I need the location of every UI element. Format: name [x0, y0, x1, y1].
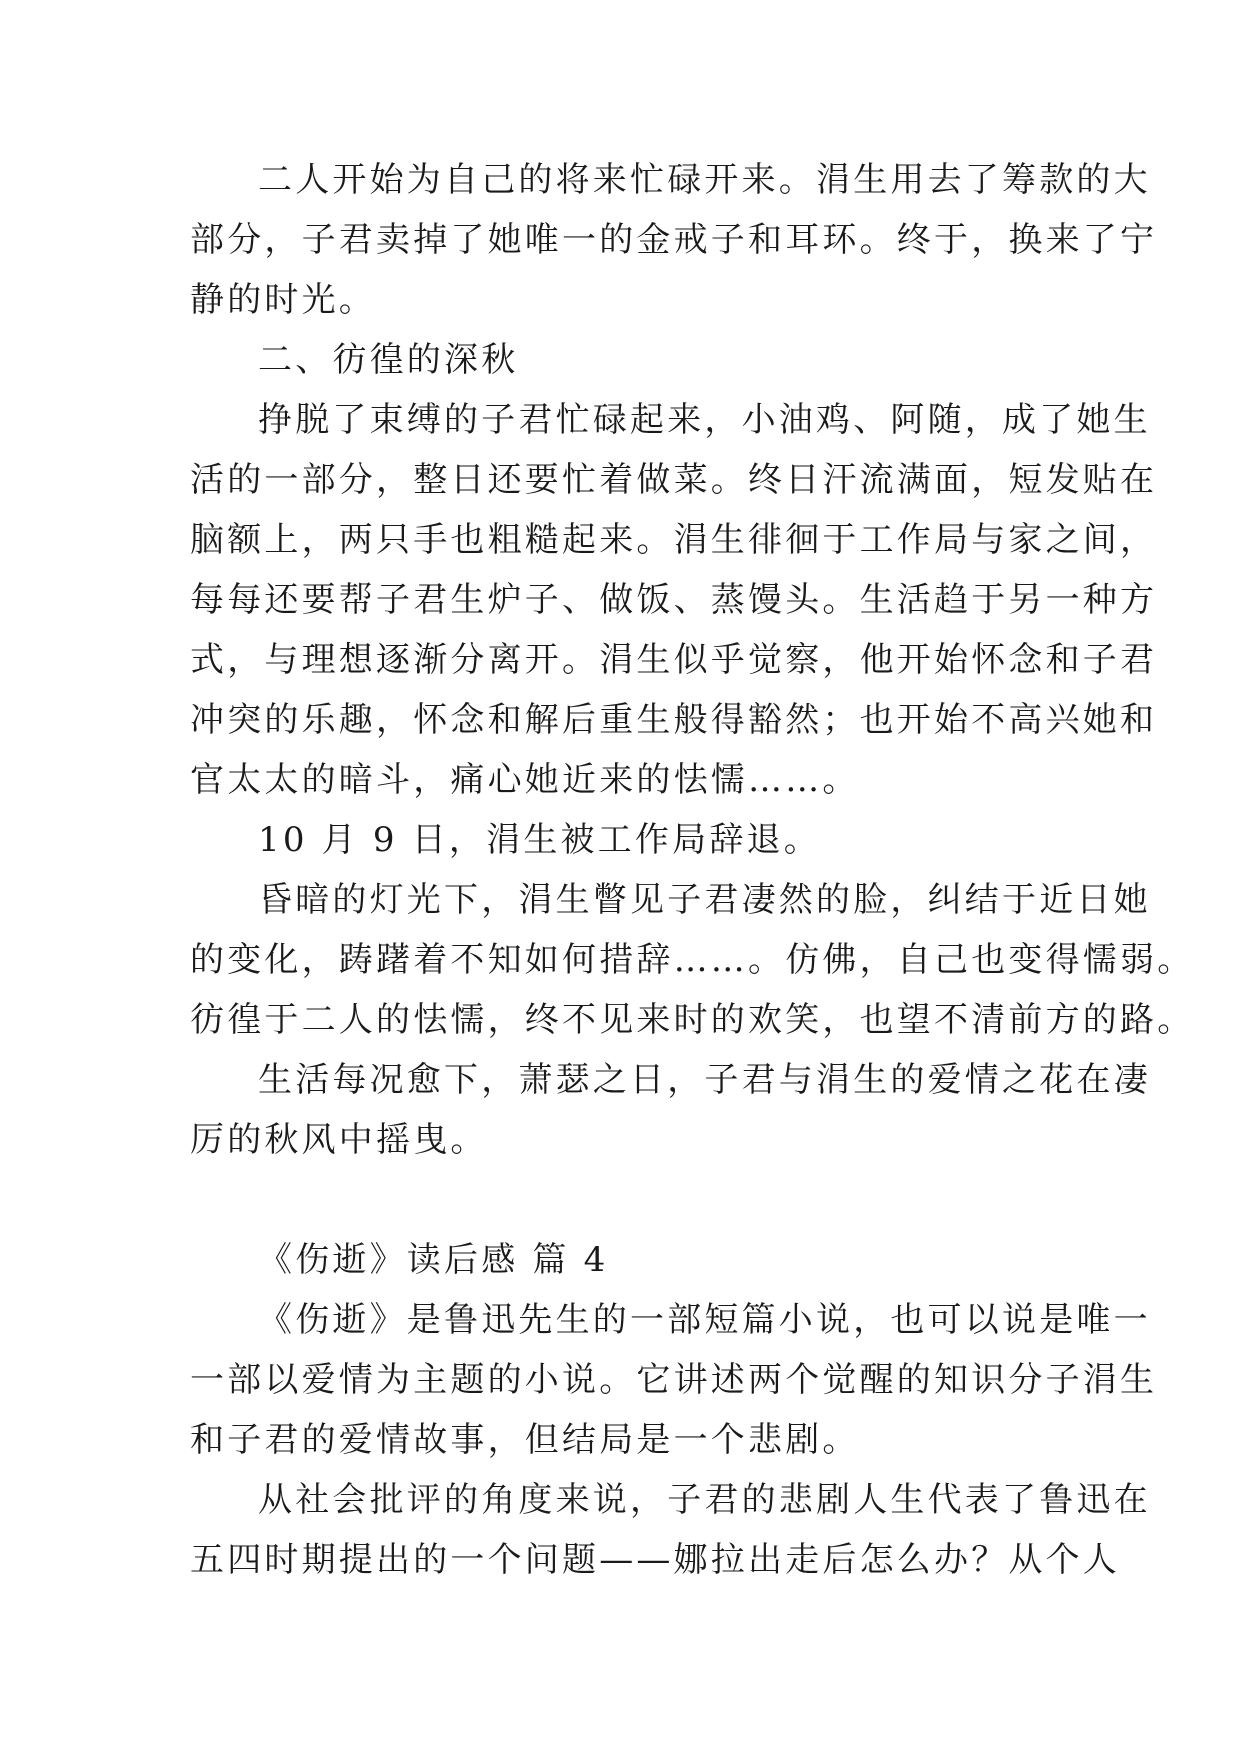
paragraph-line: 10 月 9 日，涓生被工作局辞退。 — [258, 820, 821, 860]
paragraph-line: 二人开始为自己的将来忙碌开来。涓生用去了筹款的大 — [258, 160, 1151, 200]
paragraph-line: 挣脱了束缚的子君忙碌起来，小油鸡、阿随，成了她生 — [258, 400, 1151, 440]
paragraph-line: 昏暗的灯光下，涓生瞥见子君凄然的脸，纠结于近日她 — [258, 880, 1151, 920]
paragraph-line: 厉的秋风中摇曳。 — [190, 1120, 488, 1160]
article-title: 《伤逝》读后感 篇 4 — [258, 1240, 609, 1280]
paragraph-line: 式，与理想逐渐分离开。涓生似乎觉察，他开始怀念和子君 — [190, 640, 1158, 680]
paragraph-line: 和子君的爱情故事，但结局是一个悲剧。 — [190, 1420, 860, 1460]
paragraph-line: 每每还要帮子君生炉子、做饭、蒸馒头。生活趋于另一种方 — [190, 580, 1158, 620]
paragraph-line: 五四时期提出的一个问题——娜拉出走后怎么办？从个人 — [190, 1540, 1120, 1580]
paragraph-line: 脑额上，两只手也粗糙起来。涓生徘徊于工作局与家之间， — [190, 520, 1158, 560]
paragraph-line: 官太太的暗斗，痛心她近来的怯懦……。 — [190, 760, 860, 800]
paragraph-line: 活的一部分，整日还要忙着做菜。终日汗流满面，短发贴在 — [190, 460, 1158, 500]
paragraph-line: 生活每况愈下，萧瑟之日，子君与涓生的爱情之花在凄 — [258, 1060, 1151, 1100]
paragraph-line: 从社会批评的角度来说，子君的悲剧人生代表了鲁迅在 — [258, 1480, 1151, 1520]
paragraph-line: 《伤逝》是鲁迅先生的一部短篇小说，也可以说是唯一 — [258, 1300, 1151, 1340]
paragraph-line: 的变化，踌躇着不知如何措辞……。仿佛，自己也变得懦弱。 — [190, 940, 1195, 980]
paragraph-line: 一部以爱情为主题的小说。它讲述两个觉醒的知识分子涓生 — [190, 1360, 1158, 1400]
section-heading: 二、彷徨的深秋 — [258, 340, 519, 380]
paragraph-line: 部分，子君卖掉了她唯一的金戒子和耳环。终于，换来了宁 — [190, 220, 1158, 260]
paragraph-line: 彷徨于二人的怯懦，终不见来时的欢笑，也望不清前方的路。 — [190, 1000, 1195, 1040]
paragraph-line: 静的时光。 — [190, 280, 376, 320]
paragraph-line: 冲突的乐趣，怀念和解后重生般得豁然；也开始不高兴她和 — [190, 700, 1158, 740]
